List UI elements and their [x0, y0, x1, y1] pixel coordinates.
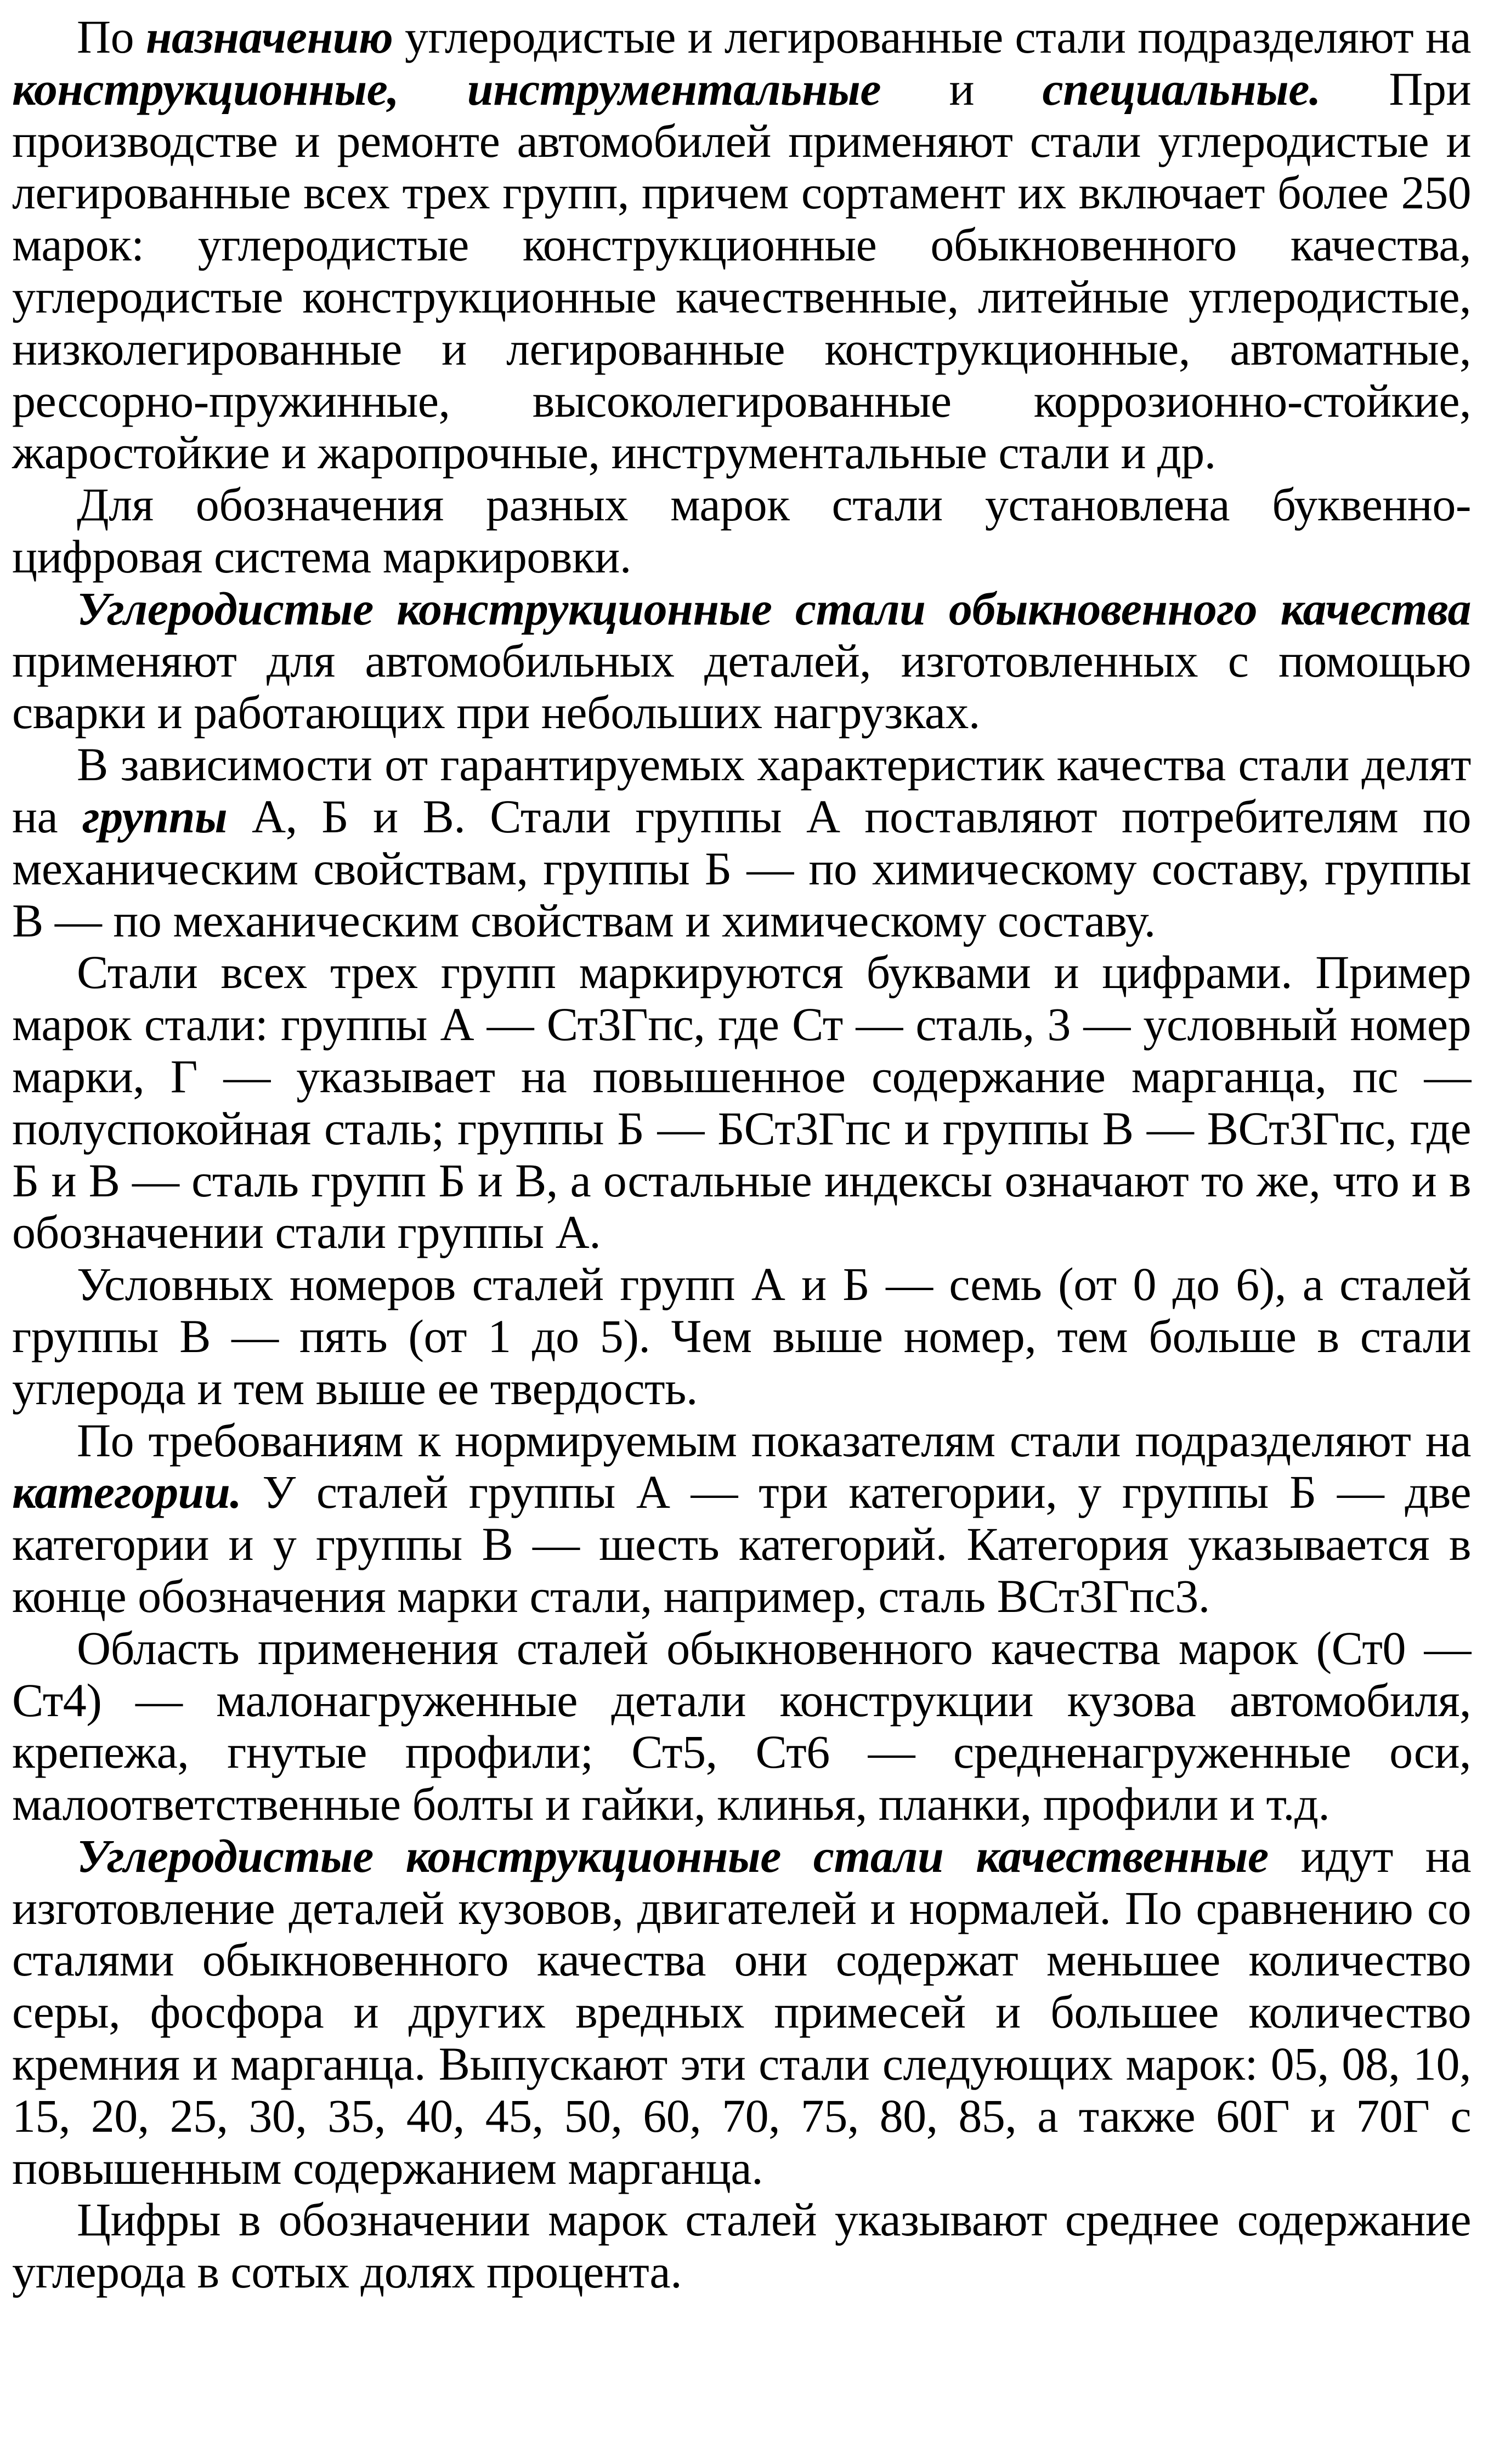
- text-run: По: [77, 10, 146, 63]
- document-page: [12, 11, 1471, 2298]
- text-run: В зависимости от гарантируемых характеристик качества стали делят на: [12, 738, 1471, 843]
- paragraph-application-area: [12, 1622, 1471, 1830]
- paragraph-carbon-content: [12, 2194, 1471, 2298]
- paragraph-steel-groups: [12, 739, 1471, 946]
- emphasis-term: группы: [82, 790, 228, 843]
- text-run: Цифры в обозначении марок сталей указывают среднее содержание углерода в сотых долях процента.: [12, 2193, 1471, 2298]
- emphasis-term: назначению: [145, 10, 393, 63]
- emphasis-term: специальные.: [1042, 62, 1321, 115]
- paragraph-steel-purpose: [12, 11, 1471, 479]
- text-run: Для обозначения разных марок стали установлена буквенно-цифровая система маркировки.: [12, 478, 1471, 583]
- text-run: У сталей группы А — три категории, у группы Б — две категории и у группы В — шесть категорий. Категория указывается в конце обозначения марки стали, например, сталь ВСт3Гпс3.: [12, 1466, 1471, 1622]
- text-run: углеродистые и легированные стали подразделяют на: [393, 10, 1472, 63]
- text-run: По требованиям к нормируемым показателям стали подразделяют на: [77, 1413, 1471, 1467]
- emphasis-term: Углеродистые конструкционные стали качественные: [77, 1829, 1269, 1882]
- paragraph-quality-steels: [12, 1830, 1471, 2194]
- paragraph-grade-numbers: [12, 1258, 1471, 1414]
- emphasis-term: категории.: [12, 1466, 242, 1519]
- paragraph-grade-examples: [12, 946, 1471, 1258]
- text-run: Условных номеров сталей групп А и Б — семь (от 0 до 6), а сталей группы В — пять (от 1 до 5). Чем выше номер, тем больше в стали углерода и тем выше ее твердость.: [12, 1258, 1471, 1415]
- emphasis-term: Углеродистые конструкционные стали обыкновенного качества: [77, 582, 1471, 635]
- text-run: и: [881, 62, 1043, 115]
- text-run: Область применения сталей обыкновенного качества марок (Ст0 — Ст4) — малонагруженные детали конструкции кузова автомобиля, крепежа, гнутые профили; Ст5, Ст6 — средненагруженные оси, малоответственные болты и гайки, клинья, планки, профили и т.д.: [12, 1621, 1471, 1831]
- emphasis-term: конструкционные, инструментальные: [12, 62, 881, 115]
- text-run: Стали всех трех групп маркируются буквами и цифрами. Пример марок стали: группы А — Ст3Гпс, где Ст — сталь, 3 — условный номер марки, Г — указывает на повышенное содержание марганца, пс — полуспокойная сталь; группы Б — БСт3Гпс и группы В — ВСт3Гпс, где Б и В — сталь групп Б и В, а остальные индексы означают то же, что и в обозначении стали группы А.: [12, 946, 1471, 1259]
- paragraph-categories: [12, 1415, 1471, 1622]
- text-run: идут на изготовление деталей кузовов, двигателей и нормалей. По сравнению со сталями обыкновенного качества они содержат меньшее количество серы, фосфора и других вредных примесей и большее количество кремния и марганца. Выпускают эти стали следующих марок: 05, 08, 10, 15, 20, 25, 30, 35, 40, 45, 50, 60, 70, 75, 80, 85, а также 60Г и 70Г с повышенным содержанием марганца.: [12, 1829, 1471, 2194]
- paragraph-ordinary-quality-steels: [12, 583, 1471, 739]
- text-run: При производстве и ремонте автомобилей применяют стали углеродистые и легированные всех трех групп, причем сортамент их включает более 250 марок: углеродистые конструкционные обыкновенного качества, углеродистые конструкционные качественные, литейные углеродистые, низколегированные и легированные конструкционные, автоматные, рессорно-пружинные, высоколегированные коррозионно-стойкие, жаростойкие и жаропрочные, инструментальные стали и др.: [12, 62, 1471, 479]
- text-run: А, Б и В. Стали группы А поставляют потребителям по механическим свойствам, группы Б — по химическому составу, группы В — по механическим свойствам и химическому составу.: [12, 790, 1471, 947]
- text-run: применяют для автомобильных деталей, изготовленных с помощью сварки и работающих при небольших нагрузках.: [12, 634, 1471, 739]
- paragraph-marking-system: [12, 479, 1471, 583]
